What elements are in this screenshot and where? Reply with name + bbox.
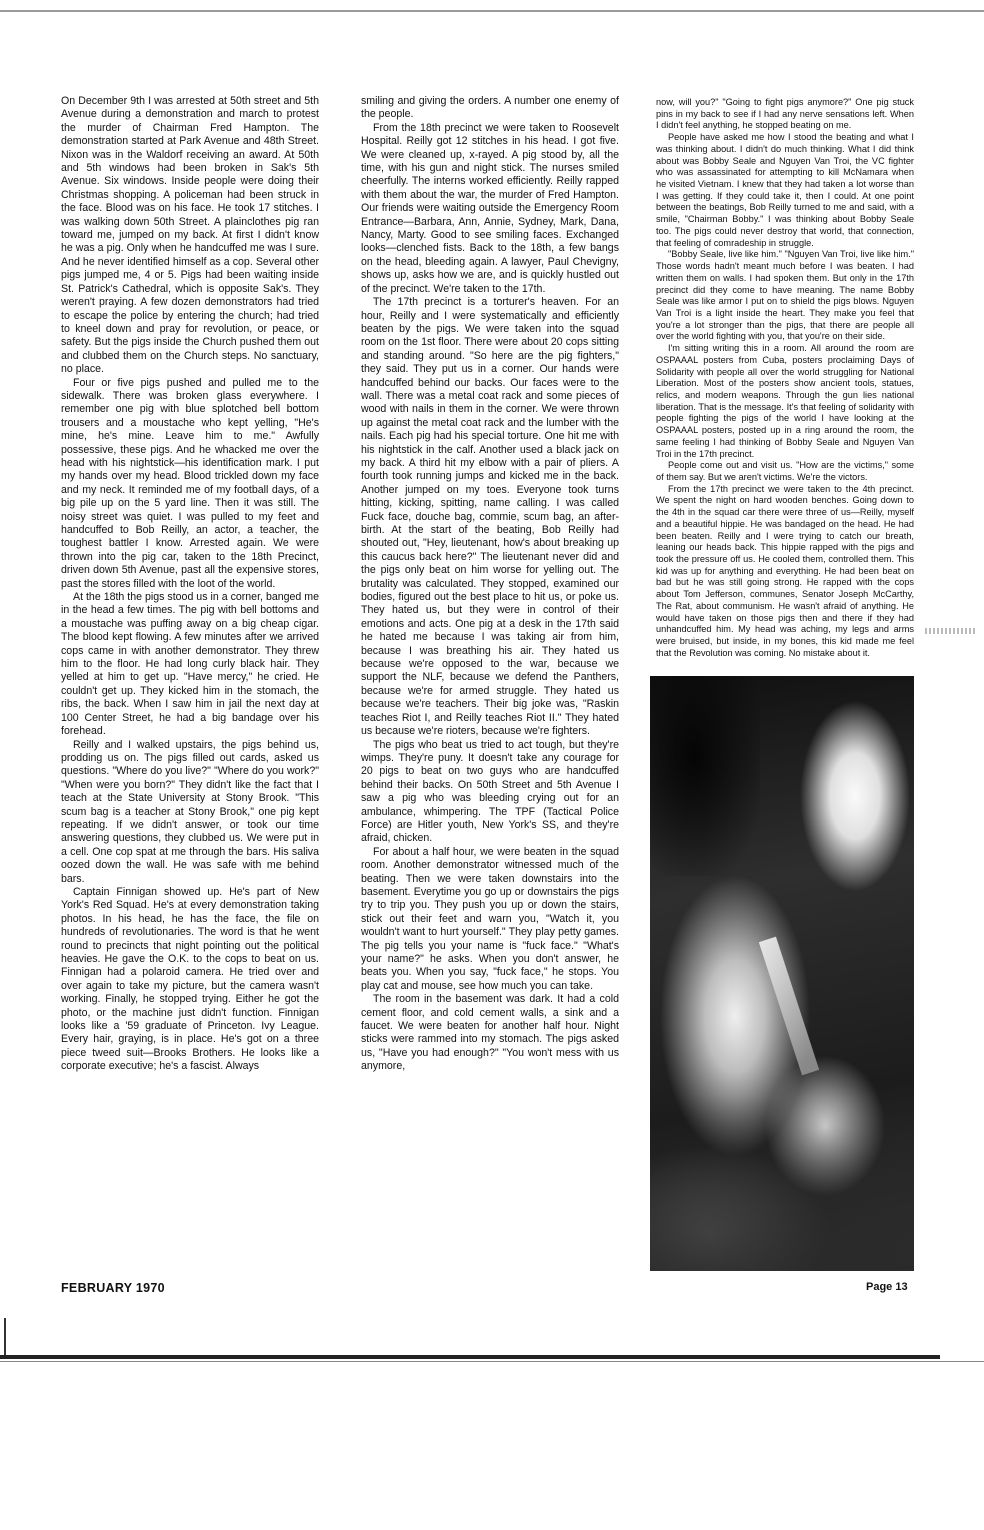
paragraph: "Bobby Seale, live like him." "Nguyen Van Troi, live like him." Those words hadn't meant much before I was beaten. I had written them on walls. I had spoken them. But only in the 17th precinct did they come to have meaning. The name Bobby Seale was like armor I put on to shield the pigs blows. Nguyen Van Troi is a light inside the heart. They make you feel that you're a lot stronger than the pigs, that there are people all over the world fighting with you, that you're on their side. — [656, 249, 914, 342]
paragraph: People come out and visit us. "How are the victims," some of them say. But we aren't victims. We're the victors. — [656, 460, 914, 482]
paragraph: The room in the basement was dark. It had a cold cement floor, and cold cement walls, a sink and a faucet. We were beaten for another half hour. Night sticks were rammed into my stomach. The pigs asked us, "Have you had enough?" "You won't mess with us anymore, — [361, 993, 619, 1073]
top-rule — [0, 10, 984, 12]
article-column-3 — [656, 97, 914, 662]
paragraph: Captain Finnigan showed up. He's part of New York's Red Squad. He's at every demonstration taking photos. In his head, he has the face, the file on hundreds of revolutionaries. The word is that he went round to precincts that night pointing out the political heavies. He gave the O.K. to the cops to beat on us. Finnigan had a polaroid camera. He tried over and over again to take my picture, but the camera wasn't working. Finally, he stopped trying. Either he got the photo, or the machine just didn't function. Finnigan looks like a '59 graduate of Princeton. Ivy League. Every hair, graying, is in place. He's got on a three piece tweed suit—Brooks Brothers. He looks like a corporate executive; he's a fascist. Always — [61, 885, 319, 1073]
paragraph: The pigs who beat us tried to act tough, but they're wimps. They're puny. It doesn't take any courage for 20 pigs to beat on two guys who are handcuffed behind their backs. On 50th Street and 5th Avenue I saw a pig who was bleeding crying out for an ambulance, whimpering. The TPF (Tactical Police Force) are Hitler youth, New York's SS, and they're afraid, chicken. — [361, 738, 619, 845]
photo-highlight — [759, 937, 819, 1076]
page-number: Page 13 — [866, 1281, 908, 1293]
issue-date: FEBRUARY 1970 — [61, 1281, 165, 1295]
paragraph: I'm sitting writing this in a room. All around the room are OSPAAAL posters from Cuba, posters proclaiming Days of Solidarity with people all over the world struggling for National Liberation. Most of the posters show ancient tools, statues, relics, and modern weapons. Through the gun lies national liberation. That is the message. It's that feeling of solidarity with people fighting the pigs of the world I have looking at the OSPAAAL posters, posted up in a ring around the room, the same feeling I had thinking of Bobby Seale and Nguyen Van Troi in the 17th precinct. — [656, 343, 914, 459]
paragraph: On December 9th I was arrested at 50th street and 5th Avenue during a demonstration and march to protest the murder of Chairman Fred Hampton. The demonstration started at Park Avenue and 48th Street. Nixon was in the Waldorf receiving an award. At 50th and 5th windows had been broken in Sak's 5th Avenue. Six windows. Inside people were doing their Christmas shopping. A policeman had been struck in the face. Blood was on his face. He took 17 stitches. I was walking down 50th Street. A plainclothes pig ran toward me, jumped on my back. At first I didn't know he was a pig. Only when he handcuffed me was I sure. And he never identified himself as a cop. Several other pigs jumped me, 4 or 5. Pigs had been waiting inside St. Patrick's Cathedral, which is opposite Sak's. They weren't praying. A few dozen demonstrators had tried to escape the police by entering the church; had tried to kneel down and pray for revolution, or peace, or safety. But the pigs inside the Church pushed them out and clubbed them on the Church steps. No sanctuary, no place. — [61, 95, 319, 376]
photo-shade — [650, 1096, 914, 1271]
paragraph: Four or five pigs pushed and pulled me to the sidewalk. There was broken glass everywhere. I remember one pig with blue splotched bell bottom trousers and a moustache who kept yelling, "He's mine, he's mine. Leave him to me." Awfully possessive, these pigs. And he whacked me over the head with his nightstick—his identification mark. I put my hands over my head. Blood trickled down my face and my neck. It reminded me of my football days, of a big pile up on the 5 yard line. Then it was still. The noisy street was quiet. I was pulled to my feet and handcuffed to Bob Reilly, an actor, a teacher, the toughest battler I know. Arrested again. We were thrown into the pig car, taken to the 18th Precinct, driven down 5th Avenue, past all the expensive stores, past the stores filled with the loot of the world. — [61, 376, 319, 590]
article-column-2 — [361, 95, 619, 1275]
paragraph: At the 18th the pigs stood us in a corner, banged me in the head a few times. The pig with bell bottoms and a moustache was puffing away on a big cheap cigar. The blood kept flowing. A few minutes after we arrived cops came in with another demonstrator. They threw him to the floor. He had long curly black hair. They yelled at him to get up. "Have mercy," he cried. He couldn't get up. They kicked him in the stomach, the ribs, the back. When I saw him in jail the next day at 100 Center Street, he had a big bandage over his forehead. — [61, 591, 319, 738]
paragraph: Reilly and I walked upstairs, the pigs behind us, prodding us on. The pigs filled out cards, asked us questions. "Where do you live?" "Where do you work?" "When were you born?" They didn't like the fact that I teach at the State University at Stony Brook. "This scum bag is a teacher at Stony Brook," one pig kept repeating. If we didn't answer, or took our time answering questions, they clubbed us. We were put in a cell. One cop spat at me through the bars. His saliva oozed down the wall. He was safe with me behind bars. — [61, 738, 319, 885]
photo-shadow — [650, 676, 760, 876]
scan-artifact — [925, 628, 975, 634]
paragraph: For about a half hour, we were beaten in the squad room. Another demonstrator witnessed much of the beating. Then we were taken downstairs into the basement. Everytime you go up or downstairs the pigs try to trip you. They push you up or down the stairs, stick out their feet and warn you, "Watch it, you wouldn't want to hurt yourself." They play petty games. The pig tells you your name is "fuck face." "What's your name?" he asks. When you don't answer, he beats you. When you say, "fuck face," he stops. You play cat and mouse, see how much you can take. — [361, 845, 619, 992]
margin-mark — [4, 1318, 6, 1358]
paragraph: smiling and giving the orders. A number one enemy of the people. — [361, 95, 619, 121]
paragraph: From the 17th precinct we were taken to the 4th precinct. We spent the night on hard wooden benches. Going down to the 4th in the squad car there were three of us—Reilly, myself and a beautiful hippie. He was bandaged on the head. He had been beaten. Reilly and I were trying to catch our breath, leaning our heads back. This hippie rapped with the pigs and took the pressure off us. He cooled them, controlled them. This kid was up for anything and everything. He had been beat on bad but he was still going strong. He rapped with the cops about Tom Jefferson, communes, Senator Joseph McCarthy, The Rat, about communism. He wasn't afraid of anything. He would have taken on those pigs then and there if they had unhandcuffed him. My head was aching, my legs and arms were bruised, but inside, in my bones, this kid made me feel that the Revolution was coming. No mistake about it. — [656, 483, 914, 658]
article-column-1 — [61, 95, 319, 1275]
paragraph: The 17th precinct is a torturer's heaven. For an hour, Reilly and I were systematically and efficiently beaten by the pigs. We were taken into the squad room on the 1st floor. There were about 20 cops sitting and standing around. "So here are the pig fighters," they said. They put us in a corner. Our hands were handcuffed behind our backs. Our faces were to the wall. There was a metal coat rack and some pieces of wood with nails in them in the corner. We were thrown up against the metal coat rack and the lumber with the nails. Each pig had his special torture. One hit me with his nightstick in the calf. Another used a black jack on my back. A third hit my elbow with a pair of pliers. A fourth took running jumps and kicked me in the back. Another jumped on my toes. Everyone took turns hitting, kicking, spitting, name calling. I was called Fuck face, douche bag, commie, scum bag, an after-birth. At the start of the beating, Bob Reilly had shouted out, "Hey, lieutenant, how's about breaking up this caucus back here?" The lieutenant never did and the pigs only beat on him worse for yelling out. The brutality was calculated. They stopped, examined our bodies, figured out the best place to hit us, or poke us. They hated us, but they were in control of their emotions and acts. One pig at a desk in the 17th said he hated me because I was taking air from him, because I was breathing his air. They hated us because we're opposed to the war, because we support the NLF, because we defend the Panthers, because we're for armed struggle. They hated us because we're teachers. Their big joke was, "Raskin teaches Riot I, and Reilly teaches Riot II." They hated us because we're rioters, because we're fighters. — [361, 296, 619, 738]
bottom-rule — [0, 1355, 940, 1359]
paragraph: now, will you?" "Going to fight pigs anymore?" One pig stuck pins in my back to see if I had any nerve sensations left. When I didn't feel anything, he stopped beating on me. — [656, 97, 914, 131]
article-photo — [650, 676, 914, 1271]
paragraph: From the 18th precinct we were taken to Roosevelt Hospital. Reilly got 12 stitches in his head. I got five. We were cleaned up, x-rayed. A pig stood by, all the time, with his gun and night stick. The nurses smiled cheerfully. The interns worked efficiently. Reilly rapped with them about the war, the murder of Fred Hampton. Our friends were waiting outside the Emergency Room Entrance—Barbara, Ann, Annie, Sydney, Mark, Dana, Nancy, Marty. Good to see smiling faces. Exchanged looks—clenched fists. Back to the 18th, a few bangs on the head, bleeding again. A lawyer, Paul Chevigny, shows up, asks how we are, and is quickly hustled out of the precinct. We're taken to the 17th. — [361, 121, 619, 295]
paragraph: People have asked me how I stood the beating and what I was thinking about. I didn't do much thinking. What I did think about was Bobby Seale and Nguyen Van Troi, the VC fighter who was assassinated for attempting to kill McNamara when he visited Vietnam. I knew that they had taken a lot worse than I was getting. If they could take it, then I could. At one point between the beatings, Bob Reilly turned to me and said, with a smile, "Chairman Bobby." I was thinking about Bobby Seale too. The pigs could never destroy that world, that connection, that feeling of comradeship in struggle. — [656, 132, 914, 248]
bottom-rule-thin — [0, 1361, 984, 1362]
